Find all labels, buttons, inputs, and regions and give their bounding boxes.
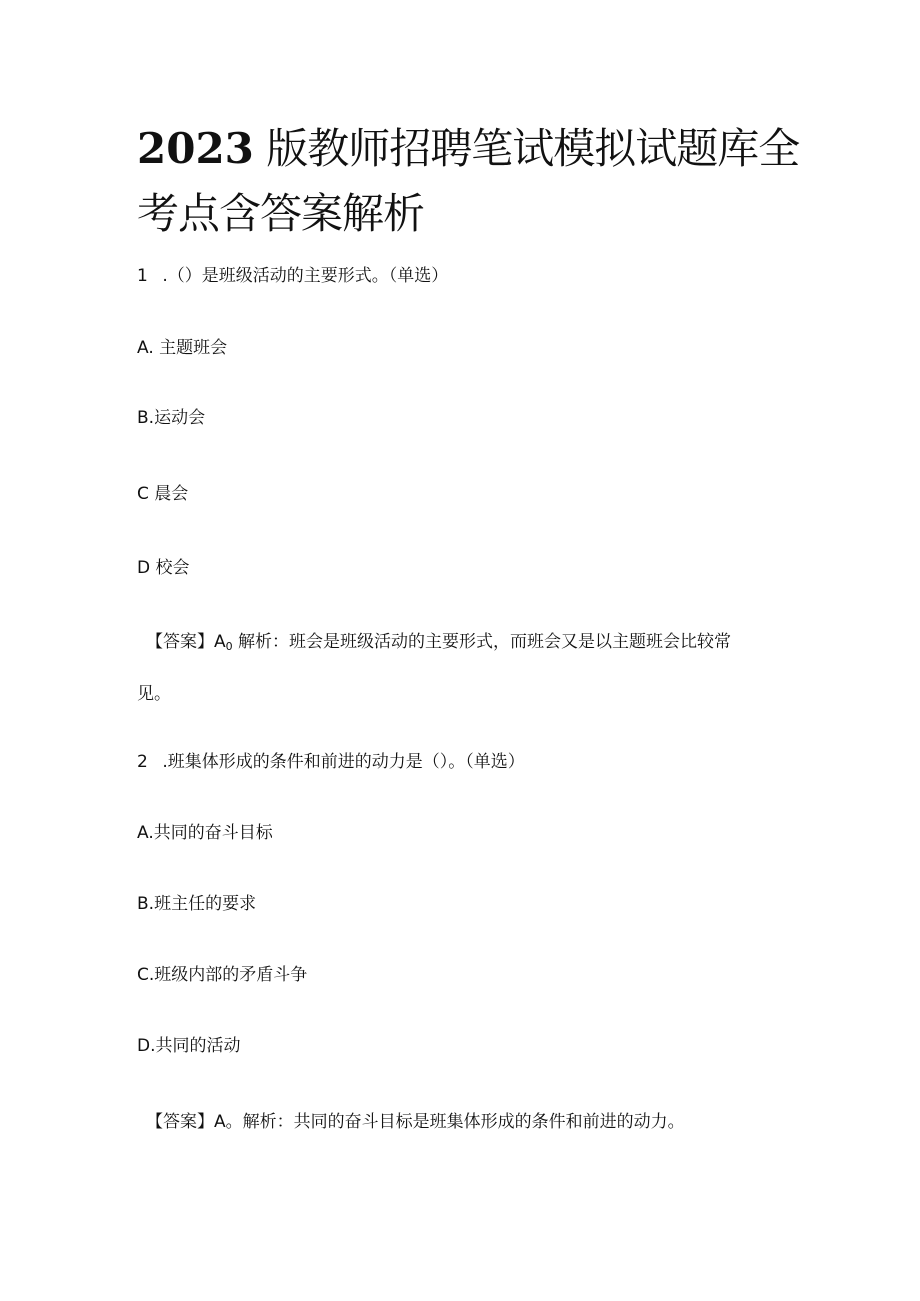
question-1-option-c: C 晨会 (137, 484, 189, 504)
question-2-option-b: B.班主任的要求 (137, 894, 257, 914)
document-title-line-1 (137, 124, 800, 173)
answer-subscript: 0 (225, 640, 233, 653)
question-2-option-c: C.班级内部的矛盾斗争 (137, 965, 308, 985)
question-text: .班集体形成的条件和前进的动力是（）。（单选） (157, 752, 525, 772)
question-number: 2 (137, 752, 148, 772)
question-1-answer-continued: 见。 (137, 684, 171, 704)
question-2-option-a: A.共同的奋斗目标 (137, 823, 273, 843)
document-title-line-2: 考点含答案解析 (137, 189, 425, 238)
question-2-stem (137, 754, 525, 771)
question-1-option-b: B.运动会 (137, 408, 206, 428)
question-number: 1 (137, 266, 148, 286)
question-1-option-a: A. 主题班会 (137, 338, 228, 358)
title-year: 2023 (137, 124, 254, 173)
answer-label: 【答案】A (146, 632, 226, 652)
title-text: 版教师招聘笔试模拟试题库全 (253, 124, 800, 173)
question-1-answer (146, 634, 731, 652)
answer-explanation: 解析：班会是班级活动的主要形式，而班会又是以主题班会比较常 (232, 632, 732, 652)
question-2-option-d: D.共同的活动 (137, 1036, 241, 1056)
question-text: .（）是班级活动的主要形式。（单选） (157, 266, 449, 286)
question-2-answer: 【答案】A。解析：共同的奋斗目标是班集体形成的条件和前进的动力。 (146, 1112, 685, 1132)
question-1-stem (137, 268, 448, 285)
question-1-option-d: D 校会 (137, 558, 190, 578)
